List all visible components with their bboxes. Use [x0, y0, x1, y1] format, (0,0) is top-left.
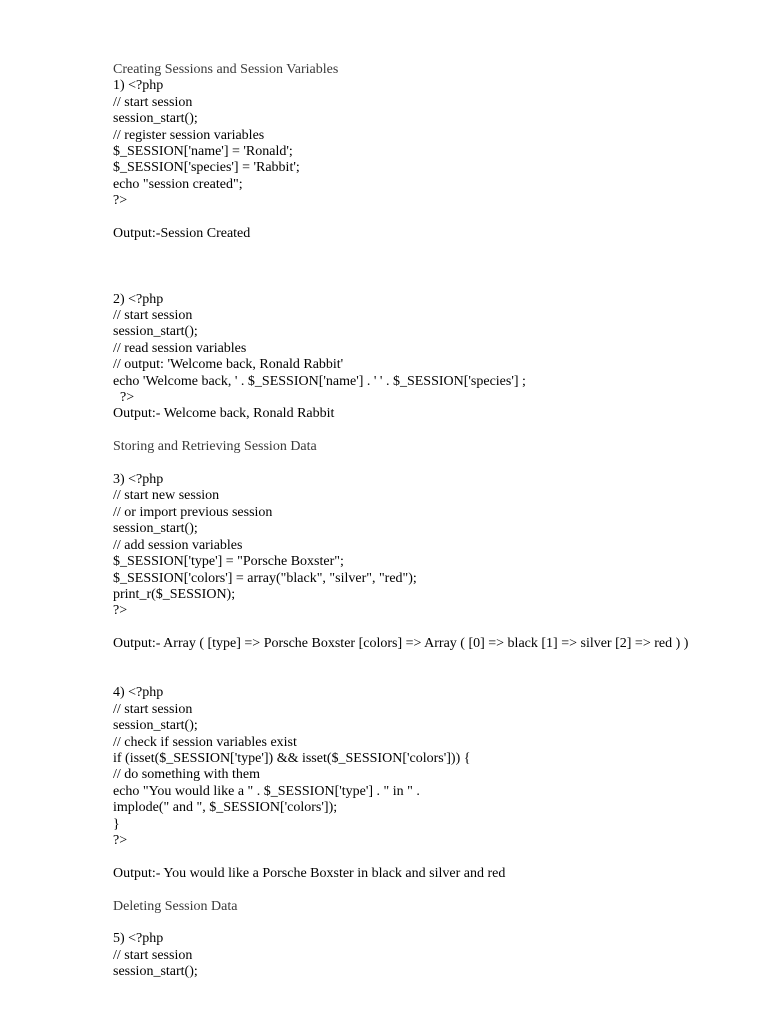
code-line: session_start();: [113, 111, 198, 127]
blank-line: [113, 242, 753, 258]
blank-line: [113, 915, 753, 931]
code-line: 1) <?php: [113, 78, 164, 94]
code-line: }: [113, 816, 120, 832]
code-line: ?>: [113, 193, 128, 209]
code-line: // read session variables: [113, 340, 247, 356]
code-line: // start session: [113, 94, 193, 110]
code-line: session_start();: [113, 964, 198, 980]
blank-line: [113, 882, 753, 898]
code-line: print_r($_SESSION);: [113, 586, 236, 602]
code-line: 3) <?php: [113, 472, 164, 488]
code-line: ?>: [113, 603, 128, 619]
code-line: session_start();: [113, 521, 198, 537]
code-line: if (isset($_SESSION['type']) && isset($_SESSION['colors'])) {: [113, 750, 471, 766]
section-heading: Creating Sessions and Session Variables: [113, 62, 339, 77]
code-line: // or import previous session: [113, 504, 273, 520]
blank-line: [113, 620, 753, 636]
code-line: // start session: [113, 947, 193, 963]
blank-line: [113, 259, 753, 275]
code-line: // start new session: [113, 488, 220, 504]
blank-line: [113, 849, 753, 865]
blank-line: [113, 653, 753, 669]
code-line: session_start();: [113, 324, 198, 340]
code-line: session_start();: [113, 718, 198, 734]
section-heading: Storing and Retrieving Session Data: [113, 439, 317, 455]
code-line: // output: 'Welcome back, Ronald Rabbit': [113, 357, 344, 373]
code-line: // do something with them: [113, 767, 260, 783]
code-line: ?>: [113, 832, 128, 848]
code-line: $_SESSION['species'] = 'Rabbit';: [113, 160, 300, 176]
code-line: // start session: [113, 701, 193, 717]
code-line: // start session: [113, 308, 193, 324]
output-line: Output:- Welcome back, Ronald Rabbit: [113, 406, 335, 422]
code-line: // check if session variables exist: [113, 734, 297, 750]
output-line: Output:- Array ( [type] => Porsche Boxster [colors] => Array ( [0] => black [1] => silver [2] => red ) ): [113, 636, 689, 652]
blank-line: [113, 210, 753, 226]
code-line: $_SESSION['type'] = "Porsche Boxster";: [113, 554, 344, 570]
blank-line: [113, 456, 753, 472]
section-heading: Deleting Session Data: [113, 898, 238, 914]
output-line: Output:-Session Created: [113, 226, 251, 242]
blank-line: [113, 275, 753, 291]
document-body: [113, 62, 753, 981]
code-line: 4) <?php: [113, 685, 164, 701]
code-line: // add session variables: [113, 537, 243, 553]
code-line: $_SESSION['name'] = 'Ronald';: [113, 144, 293, 160]
code-line: 5) <?php: [113, 931, 164, 947]
code-line: ?>: [113, 390, 135, 406]
code-line: implode(" and ", $_SESSION['colors']);: [113, 800, 338, 816]
output-line: Output:- You would like a Porsche Boxster in black and silver and red: [113, 865, 506, 881]
code-line: echo "You would like a " . $_SESSION['type'] . " in " .: [113, 783, 420, 799]
code-line: echo 'Welcome back, ' . $_SESSION['name'] . ' ' . $_SESSION['species'] ;: [113, 373, 526, 389]
code-line: echo "session created";: [113, 176, 243, 192]
code-line: 2) <?php: [113, 291, 164, 307]
code-line: $_SESSION['colors'] = array("black", "silver", "red");: [113, 570, 417, 586]
code-line: // register session variables: [113, 127, 265, 143]
blank-line: [113, 669, 753, 685]
blank-line: [113, 423, 753, 439]
